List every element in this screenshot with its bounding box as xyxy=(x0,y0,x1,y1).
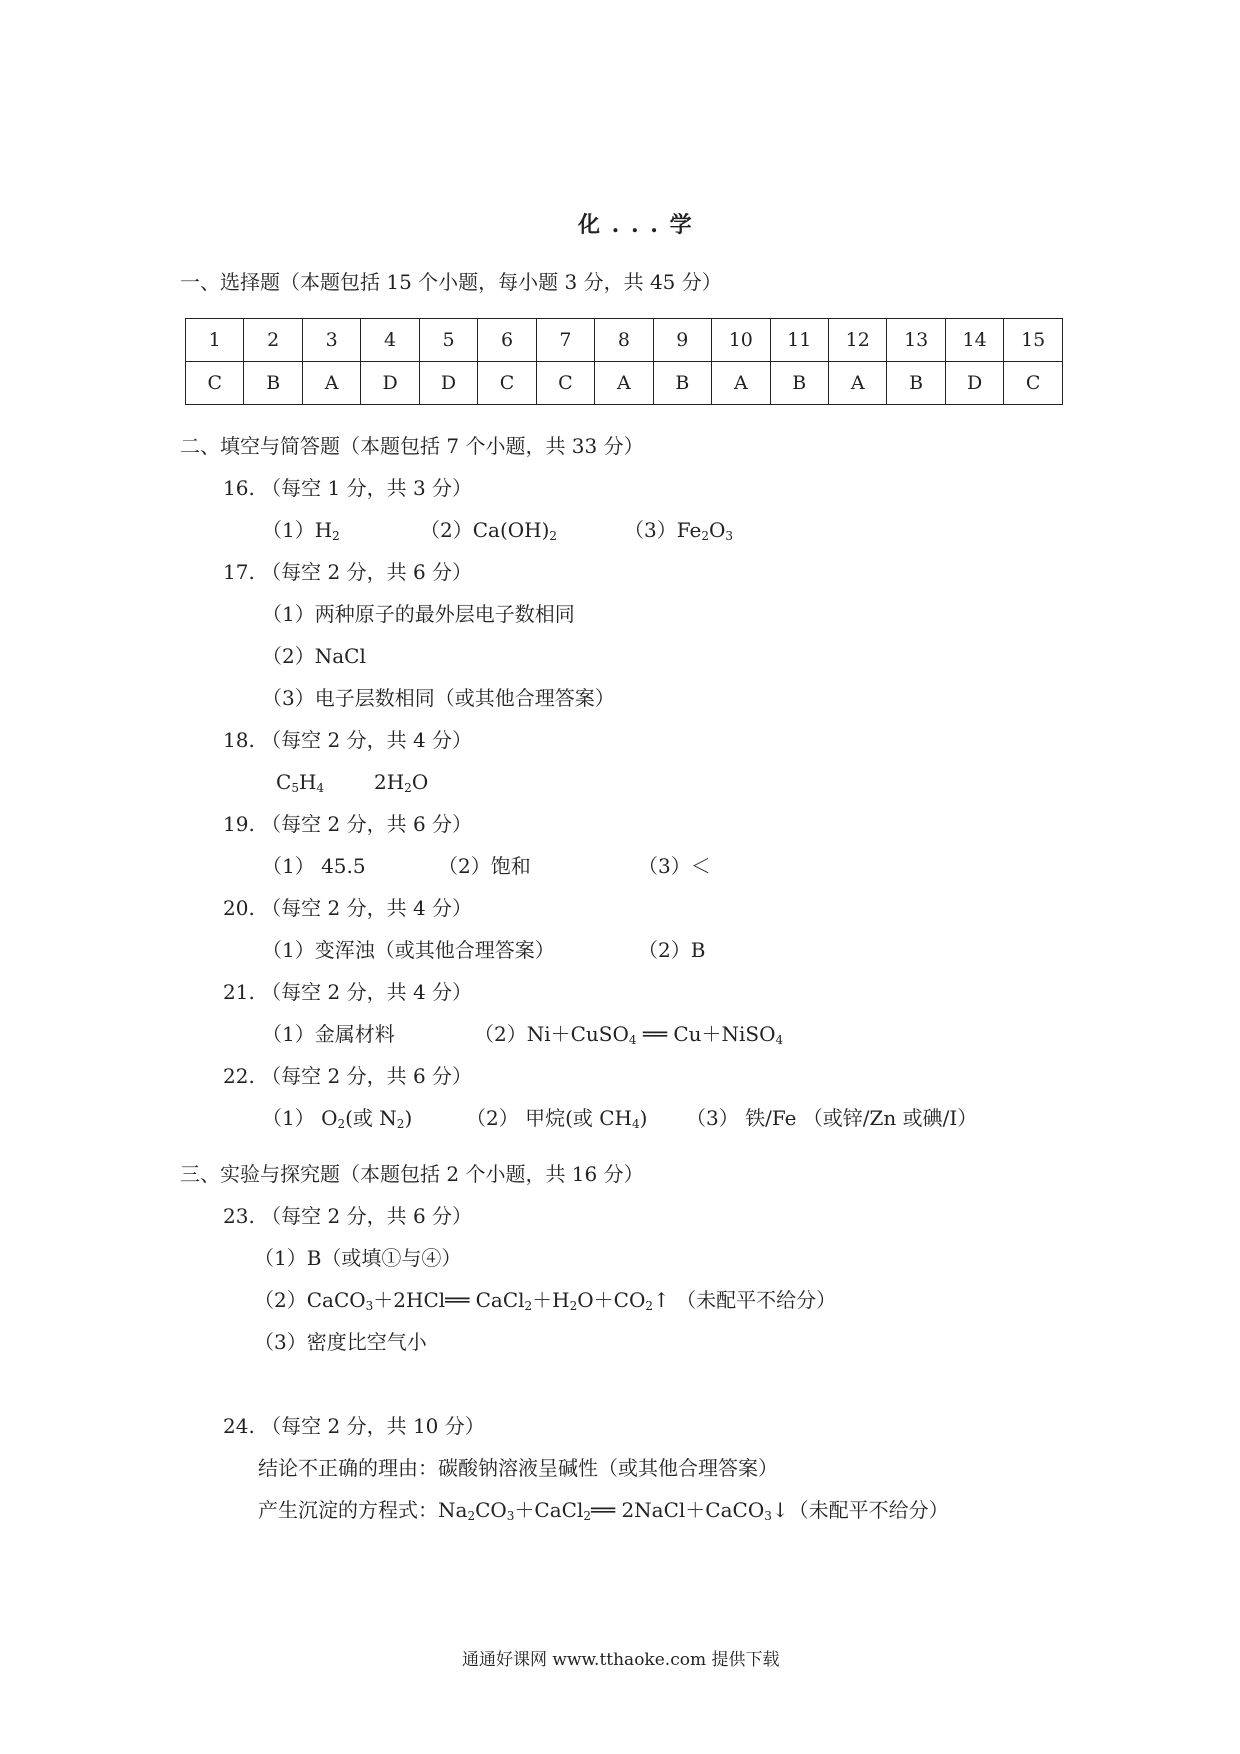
table-cell: 10 xyxy=(712,319,770,362)
table-cell: B xyxy=(770,362,828,405)
q17-answer-2: （2）NaCl xyxy=(262,644,366,668)
page-title: 化 . . . 学 xyxy=(578,212,694,238)
q21-heading: 21. （每空 2 分，共 4 分） xyxy=(223,980,473,1004)
table-cell: D xyxy=(945,362,1003,405)
table-cell: 5 xyxy=(419,319,477,362)
table-cell: A xyxy=(595,362,653,405)
table-cell: A xyxy=(712,362,770,405)
table-cell: 4 xyxy=(361,319,419,362)
section3-heading: 三、实验与探究题（本题包括 2 个小题，共 16 分） xyxy=(180,1162,644,1186)
q20-heading: 20. （每空 2 分，共 4 分） xyxy=(223,896,473,920)
q23-answer-3: （3）密度比空气小 xyxy=(254,1330,427,1354)
table-row-answers xyxy=(186,362,1063,405)
q21-answer-2: （2）Ni＋CuSO$_4$ ══ Cu＋NiSO$_4$ xyxy=(474,1022,784,1047)
table-cell: 3 xyxy=(302,319,360,362)
q18-answer-1: $C_5H_4$ xyxy=(276,770,325,795)
q22-answer-3: （3） 铁/Fe （或锌/Zn 或碘/I） xyxy=(686,1106,978,1130)
table-cell: C xyxy=(478,362,536,405)
q18-heading: 18. （每空 2 分，共 4 分） xyxy=(223,728,473,752)
table-cell: 9 xyxy=(653,319,711,362)
q17-heading: 17. （每空 2 分，共 6 分） xyxy=(223,560,473,584)
table-row-numbers xyxy=(186,319,1063,362)
q16-answer-3: $(3)Fe_2O_3$ xyxy=(624,518,734,543)
section2-heading: 二、填空与简答题（本题包括 7 个小题，共 33 分） xyxy=(180,434,644,458)
q23-answer-2: （2）CaCO$_3$＋2HCl══ $CaCl_2+H_2O+CO_2↑$ （未配平不给分） xyxy=(254,1288,837,1313)
table-cell: B xyxy=(244,362,302,405)
q16-answer-2: $(2)Ca(OH)_2$ xyxy=(420,518,558,543)
q20-answer-2: （2）B xyxy=(638,938,706,962)
table-cell: A xyxy=(302,362,360,405)
q24-heading: 24. （每空 2 分，共 10 分） xyxy=(223,1414,485,1438)
q23-heading: 23. （每空 2 分，共 6 分） xyxy=(223,1204,473,1228)
q18-answer-2: $2H_2O$ xyxy=(374,770,429,795)
q19-answer-2: （2）饱和 xyxy=(438,854,531,878)
table-cell: C xyxy=(1004,362,1063,405)
table-cell: 6 xyxy=(478,319,536,362)
q20-answer-1: （1）变浑浊（或其他合理答案） xyxy=(262,938,555,962)
q19-answer-3: （3）＜ xyxy=(638,854,711,878)
q24-answer-2: 产生沉淀的方程式：$Na_2CO_3+CaCl_2══$ 2NaCl＋CaCO$_3$↓（未配平不给分） xyxy=(258,1498,949,1523)
table-cell: A xyxy=(828,362,886,405)
q24-answer-1: 结论不正确的理由：碳酸钠溶液呈碱性（或其他合理答案） xyxy=(258,1456,778,1480)
answer-table xyxy=(185,318,1063,405)
q22-heading: 22. （每空 2 分，共 6 分） xyxy=(223,1064,473,1088)
table-cell: 13 xyxy=(887,319,945,362)
table-cell: 8 xyxy=(595,319,653,362)
table-cell: 12 xyxy=(828,319,886,362)
q19-heading: 19. （每空 2 分，共 6 分） xyxy=(223,812,473,836)
q22-answer-2: （2） 甲烷(或 $CH_4$) xyxy=(466,1106,648,1131)
q22-answer-1: （1） $O_2$(或 $N_2$) xyxy=(262,1106,413,1131)
q16-answer-1: $(1)H_2$ xyxy=(262,518,340,543)
q19-answer-1: （1） 45.5 xyxy=(262,854,366,878)
q17-answer-3: （3）电子层数相同（或其他合理答案） xyxy=(262,686,615,710)
q23-answer-1: （1）B（或填①与④） xyxy=(254,1246,462,1270)
table-cell: B xyxy=(653,362,711,405)
table-cell: D xyxy=(361,362,419,405)
table-cell: 7 xyxy=(536,319,594,362)
table-cell: C xyxy=(536,362,594,405)
q16-heading: 16. （每空 1 分，共 3 分） xyxy=(223,476,473,500)
table-cell: B xyxy=(887,362,945,405)
table-cell: 2 xyxy=(244,319,302,362)
table-cell: 14 xyxy=(945,319,1003,362)
section1-heading: 一、选择题（本题包括 15 个小题，每小题 3 分，共 45 分） xyxy=(180,270,722,294)
q17-answer-1: （1）两种原子的最外层电子数相同 xyxy=(262,602,575,626)
table-cell: 15 xyxy=(1004,319,1063,362)
table-cell: 11 xyxy=(770,319,828,362)
table-cell: 1 xyxy=(186,319,244,362)
table-cell: C xyxy=(186,362,244,405)
table-cell: D xyxy=(419,362,477,405)
q21-answer-1: （1）金属材料 xyxy=(262,1022,395,1046)
footer-text: 通通好课网 www.tthaoke.com 提供下载 xyxy=(462,1650,780,1670)
